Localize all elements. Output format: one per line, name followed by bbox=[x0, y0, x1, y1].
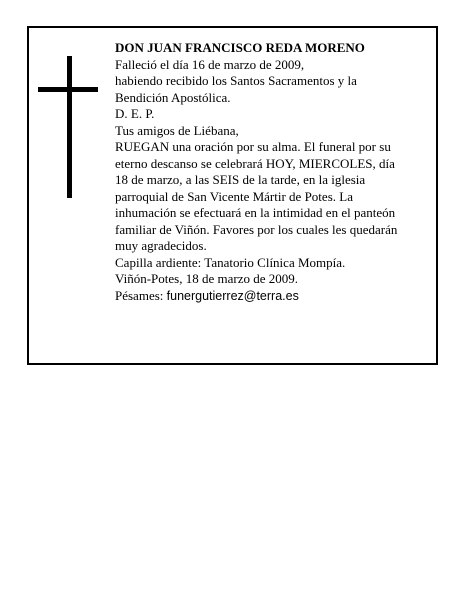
condolences-email[interactable]: funergutierrez@terra.es bbox=[166, 288, 299, 303]
obituary-notice bbox=[27, 26, 438, 365]
sacraments-line: habiendo recibido los Santos Sacramentos y la bbox=[115, 73, 357, 88]
condolences-line bbox=[115, 288, 435, 305]
cross-vertical-bar bbox=[67, 56, 72, 198]
death-date-line: Falleció el día 16 de marzo de 2009, bbox=[115, 56, 305, 72]
obituary-text bbox=[115, 40, 435, 304]
place-date-line: Viñón-Potes, 18 de marzo de 2009. bbox=[115, 271, 298, 286]
thanks-line: muy agradecidos. bbox=[115, 238, 207, 253]
chapel-line: Capilla ardiente: Tanatorio Clínica Mompía. bbox=[115, 254, 346, 270]
burial-line-2: familiar de Viñón. Favores por los cuales les quedarán bbox=[115, 221, 398, 237]
funeral-line-3: 18 de marzo, a las SEIS de la tarde, en la iglesia bbox=[115, 172, 366, 187]
funeral-line-1: RUEGAN una oración por su alma. El funeral por su bbox=[115, 139, 391, 154]
blessing-line: Bendición Apostólica. bbox=[115, 89, 231, 105]
burial-line-1: inhumación se efectuará en la intimidad en el panteón bbox=[115, 205, 396, 220]
condolences-label: Pésames: bbox=[115, 287, 164, 303]
rip-line: D. E. P. bbox=[115, 106, 155, 121]
funeral-line-4: parroquial de San Vicente Mártir de Potes. La bbox=[115, 188, 353, 204]
funeral-line-2: eterno descanso se celebrará HOY, MIERCOLES, día bbox=[115, 155, 395, 171]
deceased-name: DON JUAN FRANCISCO REDA MORENO bbox=[115, 40, 365, 55]
cross-horizontal-bar bbox=[38, 87, 98, 92]
friends-line: Tus amigos de Liébana, bbox=[115, 122, 239, 138]
